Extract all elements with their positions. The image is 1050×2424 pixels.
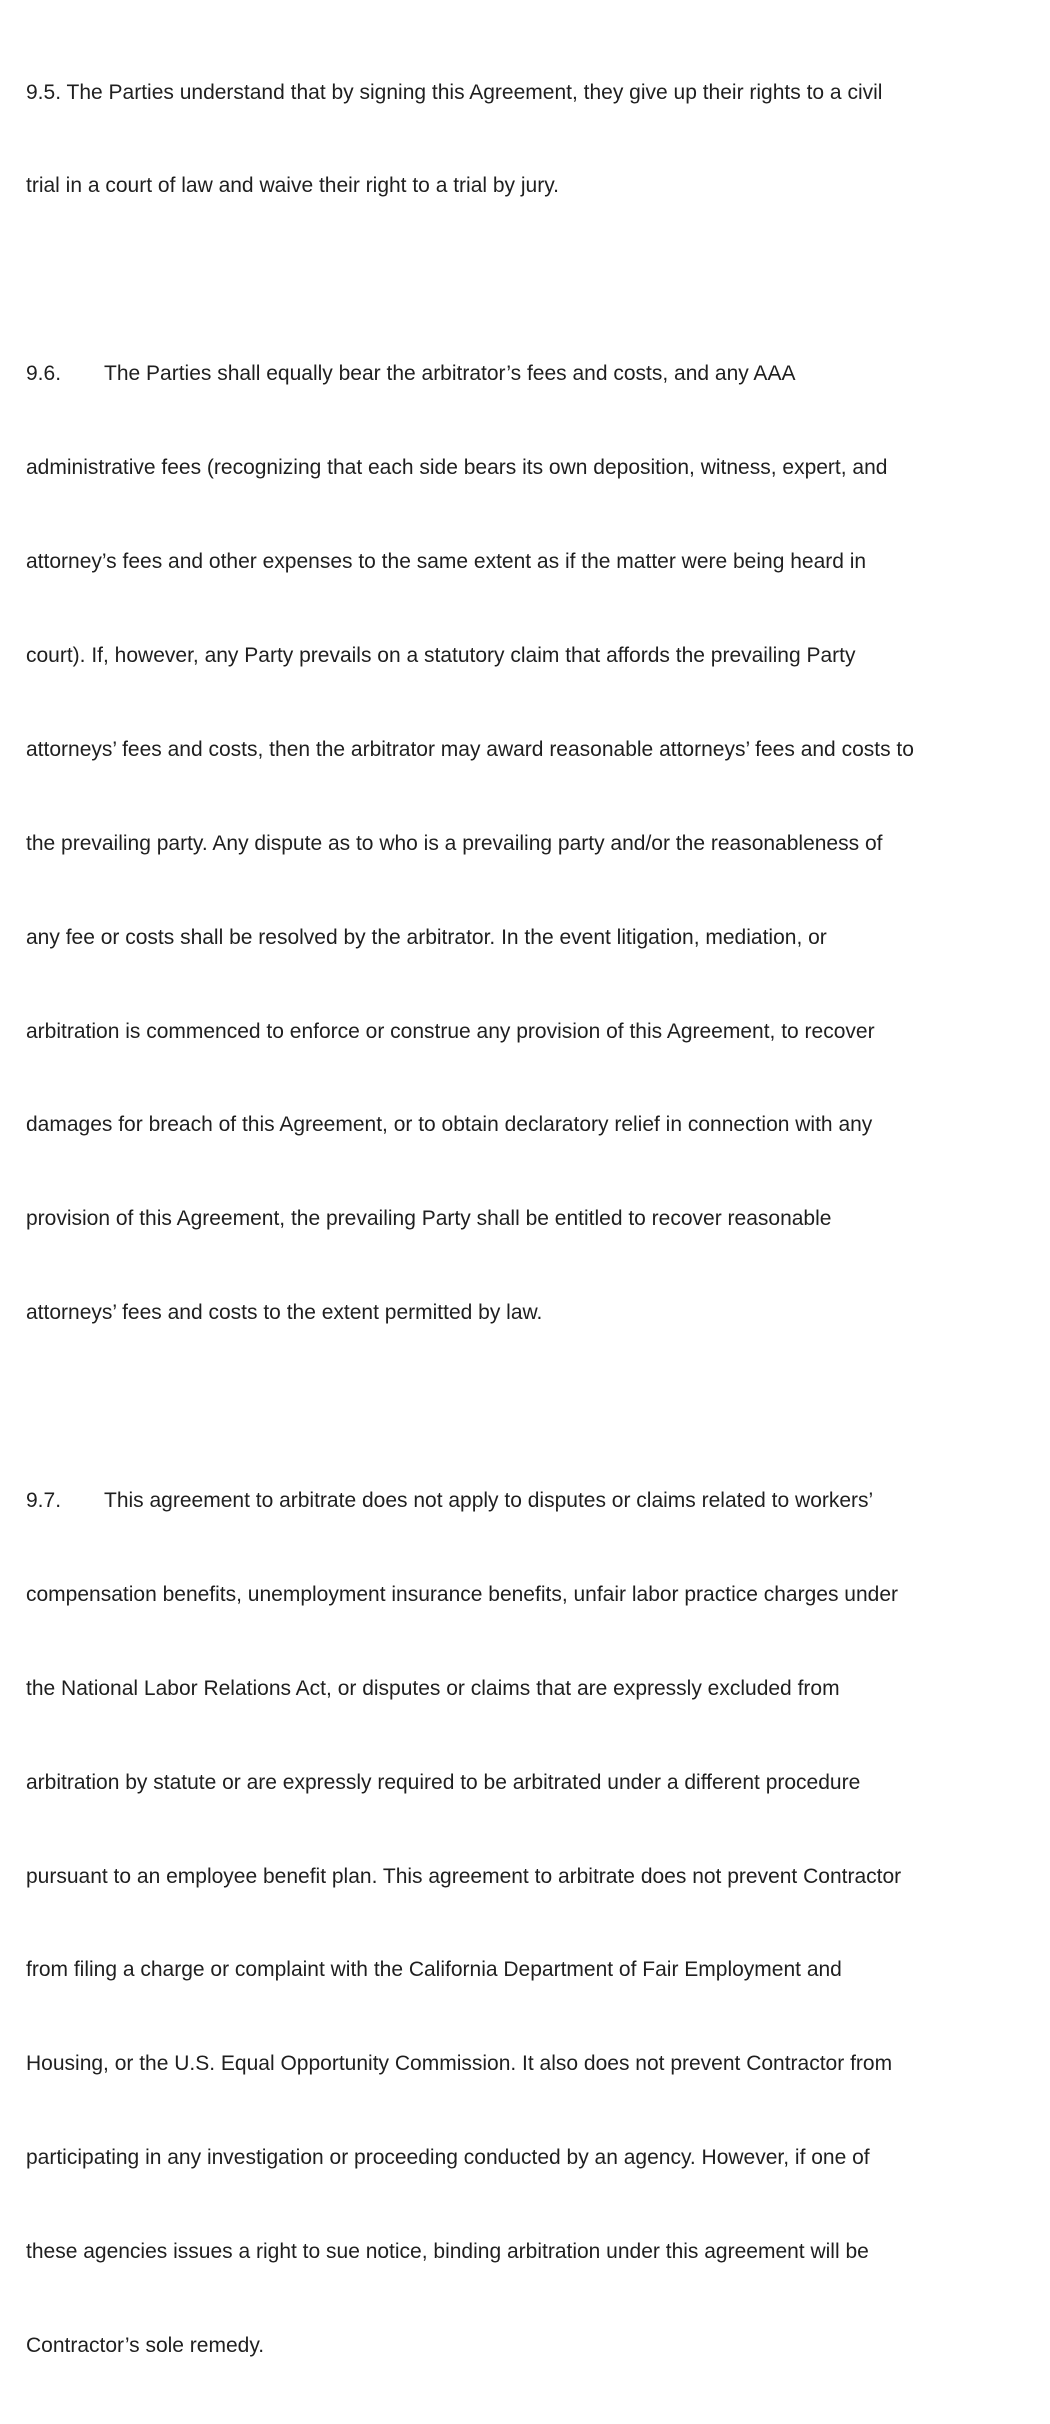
section-line: attorneys’ fees and costs to the extent permitted by law. — [26, 1301, 543, 1325]
section-text: The Parties shall equally bear the arbitrator’s fees and costs, and any AAA — [104, 362, 796, 386]
section-9-7 — [26, 1422, 1030, 2424]
section-line: damages for breach of this Agreement, or to obtain declaratory relief in connection with any — [26, 1113, 873, 1137]
section-line: Contractor’s sole remedy. — [26, 2333, 265, 2357]
section-line: attorney’s fees and other expenses to the same extent as if the matter were being heard in — [26, 550, 867, 574]
section-number: 9.5. — [26, 80, 62, 104]
section-9-5 — [26, 14, 1030, 264]
section-line: from filing a charge or complaint with the California Department of Fair Employment and — [26, 1958, 842, 1982]
section-line: provision of this Agreement, the prevailing Party shall be entitled to recover reasonable — [26, 1207, 832, 1231]
section-number: 9.6. — [26, 362, 62, 386]
section-line — [26, 77, 1030, 108]
section-line — [26, 1485, 1030, 1516]
section-line: pursuant to an employee benefit plan. This agreement to arbitrate does not prevent Contractor — [26, 1864, 902, 1888]
section-line: Housing, or the U.S. Equal Opportunity Commission. It also does not prevent Contractor from — [26, 2052, 893, 2076]
section-line: trial in a court of law and waive their right to a trial by jury. — [26, 174, 560, 198]
section-line: court). If, however, any Party prevails on a statutory claim that affords the prevailing Party — [26, 643, 856, 667]
section-line: the National Labor Relations Act, or disputes or claims that are expressly excluded from — [26, 1676, 840, 1700]
section-text: The Parties understand that by signing this Agreement, they give up their rights to a civil — [66, 80, 883, 104]
section-line: compensation benefits, unemployment insurance benefits, unfair labor practice charges under — [26, 1582, 899, 1606]
section-line: arbitration is commenced to enforce or construe any provision of this Agreement, to recover — [26, 1019, 875, 1043]
section-line: attorneys’ fees and costs, then the arbitrator may award reasonable attorneys’ fees and costs to — [26, 737, 914, 761]
section-9-6 — [26, 296, 1030, 1391]
section-line: participating in any investigation or proceeding conducted by an agency. However, if one of — [26, 2146, 870, 2170]
section-line: any fee or costs shall be resolved by the arbitrator. In the event litigation, mediation, or — [26, 925, 827, 949]
section-line: these agencies issues a right to sue notice, binding arbitration under this agreement will be — [26, 2240, 869, 2264]
section-line: the prevailing party. Any dispute as to who is a prevailing party and/or the reasonableness of — [26, 831, 883, 855]
section-line — [26, 358, 1030, 389]
section-line: administrative fees (recognizing that each side bears its own deposition, witness, expert, and — [26, 456, 888, 480]
section-text: This agreement to arbitrate does not apply to disputes or claims related to workers’ — [104, 1488, 874, 1512]
section-number: 9.7. — [26, 1488, 62, 1512]
section-line: arbitration by statute or are expressly required to be arbitrated under a different procedure — [26, 1770, 861, 1794]
